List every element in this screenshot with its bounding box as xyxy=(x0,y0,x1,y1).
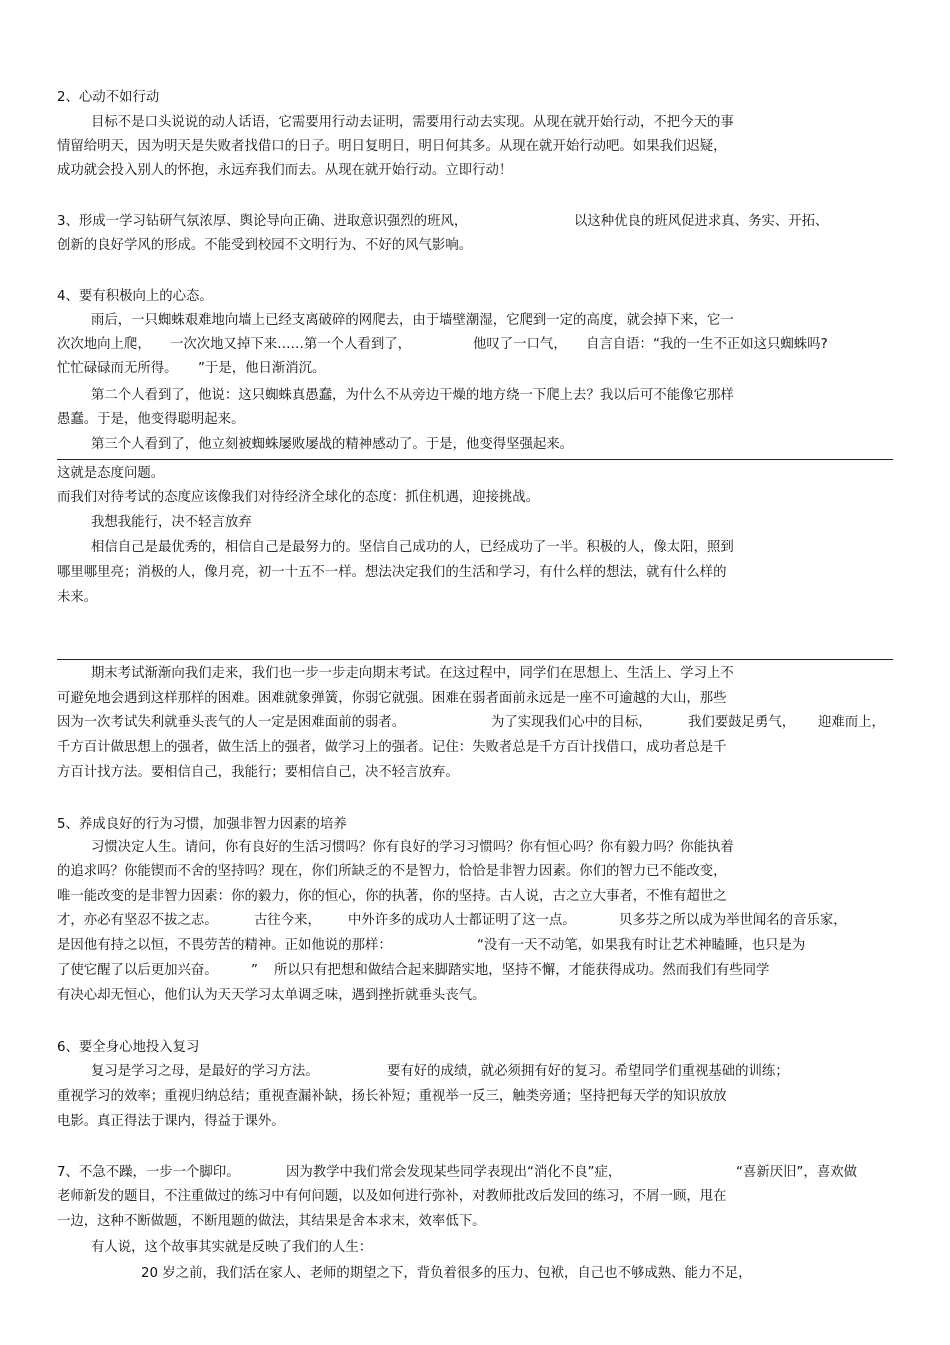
text-line: ”于是，他日渐消沉。 xyxy=(198,361,326,376)
text-line: 千方百计做思想上的强者，做生活上的强者，做学习上的强者。记住：失败者总是千方百计找借口，成功者总是千 xyxy=(57,740,727,755)
text-line: 我们要鼓足勇气， xyxy=(688,715,796,730)
text-line: 所以只有把想和做结合起来脚踏实地，坚持不懈，才能获得成功。然而我们有些同学 xyxy=(274,963,770,978)
text-line: 哪里哪里亮；消极的人，像月亮，初一十五不一样。想法决定我们的生活和学习，有什么样的想法，就有什么样的 xyxy=(57,565,727,580)
text-line: 这就是态度问题。 xyxy=(57,466,165,481)
text-line: 成功就会投入别人的怀抱，永远弃我们而去。从现在就开始行动。立即行动！ xyxy=(57,163,513,178)
text-line: 有人说，这个故事其实就是反映了我们的人生： xyxy=(91,1240,373,1255)
text-line: 是因他有持之以恒，不畏劳苦的精神。正如他说的那样： xyxy=(57,938,392,953)
text-line: 期末考试渐渐向我们走来，我们也一步一步走向期末考试。在这过程中，同学们在思想上、生活上、学习上不 xyxy=(91,666,734,681)
text-line: 雨后，一只蜘蛛艰难地向墙上已经支离破碎的网爬去，由于墙壁潮湿，它爬到一定的高度，就会掉下来，它一 xyxy=(91,313,734,328)
text-line: 电影。真正得法于课内，得益于课外。 xyxy=(57,1114,285,1129)
text-line: 以这种优良的班风促进求真、务实、开拓、 xyxy=(574,214,829,229)
text-line: 相信自己是最优秀的，相信自己是最努力的。坚信自己成功的人，已经成功了一半。积极的人，像太阳，照到 xyxy=(91,540,734,555)
text-line: 未来。 xyxy=(57,590,98,605)
text-line: 创新的良好学风的形成。不能受到校园不文明行为、不好的风气影响。 xyxy=(57,238,473,253)
text-line: 自言自语：“我的一生不正如这只蜘蛛吗? xyxy=(586,337,828,352)
text-line: 目标不是口头说说的动人话语，它需要用行动去证明，需要用行动去实现。从现在就开始行动，不把今天的事 xyxy=(91,115,734,130)
text-line: 复习是学习之母，是最好的学习方法。 xyxy=(91,1064,319,1079)
text-line: 贝多芬之所以成为举世闻名的音乐家， xyxy=(619,913,847,928)
text-line: 才，亦必有坚忍不拔之志。 xyxy=(57,913,218,928)
heading-section-7: 7、不急不躁，一步一个脚印。 xyxy=(57,1165,240,1180)
heading-section-3: 3、形成一学习钻研气氛浓厚、舆论导向正确、进取意识强烈的班风， xyxy=(57,214,468,229)
text-line: 习惯决定人生。请问，你有良好的生活习惯吗？你有良好的学习习惯吗？你有恒心吗？你有毅力吗？你能执着 xyxy=(91,840,734,855)
text-line: 20 岁之前，我们活在家人、老师的期望之下，背负着很多的压力、包袱，自己也不够成熟、能力不足， xyxy=(141,1266,752,1281)
text-line: 一次次地又掉下来……第一个人看到了， xyxy=(170,337,412,352)
text-line: 中外许多的成功人士都证明了这一点。 xyxy=(348,913,576,928)
text-line: 唯一能改变的是非智力因素：你的毅力，你的恒心，你的执著，你的坚持。古人说，古之立大事者，不惟有超世之 xyxy=(57,889,727,904)
divider-line xyxy=(57,659,893,660)
text-line: 因为一次考试失利就垂头丧气的人一定是困难面前的弱者。 xyxy=(57,715,406,730)
divider-line xyxy=(57,459,893,460)
text-line: 一边，这种不断做题，不断甩题的做法，其结果是舍本求末，效率低下。 xyxy=(57,1214,486,1229)
text-line: “没有一天不动笔，如果我有时让艺术神瞌睡，也只是为 xyxy=(477,938,806,953)
text-line: 情留给明天，因为明天是失败者找借口的日子。明日复明日，明日何其多。从现在就开始行动吧。如果我们迟疑， xyxy=(57,139,727,154)
text-line: 因为教学中我们常会发现某些同学表现出“消化不良”症， xyxy=(286,1165,622,1180)
text-line: ” xyxy=(251,963,258,978)
text-line: 第三个人看到了，他立刻被蜘蛛屡败屡战的精神感动了。于是，他变得坚强起来。 xyxy=(91,437,574,452)
text-line: 忙忙碌碌而无所得。 xyxy=(57,361,178,376)
text-line: 迎难而上， xyxy=(818,715,885,730)
text-line: 有决心却无恒心，他们认为天天学习太单调乏味，遇到挫折就垂头丧气。 xyxy=(57,988,486,1003)
text-line: 他叹了一口气， xyxy=(473,337,567,352)
text-line: 方百计找方法。要相信自己，我能行；要相信自己，决不轻言放弃。 xyxy=(57,765,459,780)
heading-section-5: 5、养成良好的行为习惯，加强非智力因素的培养 xyxy=(57,817,347,832)
text-line: 古往今来， xyxy=(254,913,321,928)
text-line: 可避免地会遇到这样那样的困难。困难就象弹簧，你弱它就强。困难在弱者面前永远是一座不可逾越的大山，那些 xyxy=(57,691,727,706)
text-line: 老师新发的题目，不注重做过的练习中有何问题，以及如何进行弥补，对教师批改后发回的练习，不屑一顾，甩在 xyxy=(57,1189,727,1204)
text-line: 要有好的成绩，就必须拥有好的复习。希望同学们重视基础的训练； xyxy=(387,1064,789,1079)
text-line: 了使它醒了以后更加兴奋。 xyxy=(57,963,218,978)
text-line: 愚蠢。于是，他变得聪明起来。 xyxy=(57,412,245,427)
heading-section-4: 4、要有积极向上的心态。 xyxy=(57,289,213,304)
text-line: 的追求吗？你能锲而不舍的坚持吗？现在，你们所缺乏的不是智力，恰恰是非智力因素。你们的智力已不能改变， xyxy=(57,864,727,879)
text-line: 我想我能行，决不轻言放弃 xyxy=(91,515,252,530)
text-line: “喜新厌旧”，喜欢做 xyxy=(736,1165,857,1180)
text-line: 次次地向上爬， xyxy=(57,337,151,352)
text-line: 第二个人看到了，他说：这只蜘蛛真愚蠢，为什么不从旁边干燥的地方绕一下爬上去？我以后可不能像它那样 xyxy=(91,388,734,403)
heading-section-6: 6、要全身心地投入复习 xyxy=(57,1040,200,1055)
text-line: 重视学习的效率；重视归纳总结；重视查漏补缺，扬长补短；重视举一反三，触类旁通；坚持把每天学的知识放放 xyxy=(57,1089,727,1104)
text-line: 为了实现我们心中的目标， xyxy=(491,715,652,730)
heading-section-2: 2、心动不如行动 xyxy=(57,90,160,105)
text-line: 而我们对待考试的态度应该像我们对待经济全球化的态度：抓住机遇，迎接挑战。 xyxy=(57,490,540,505)
